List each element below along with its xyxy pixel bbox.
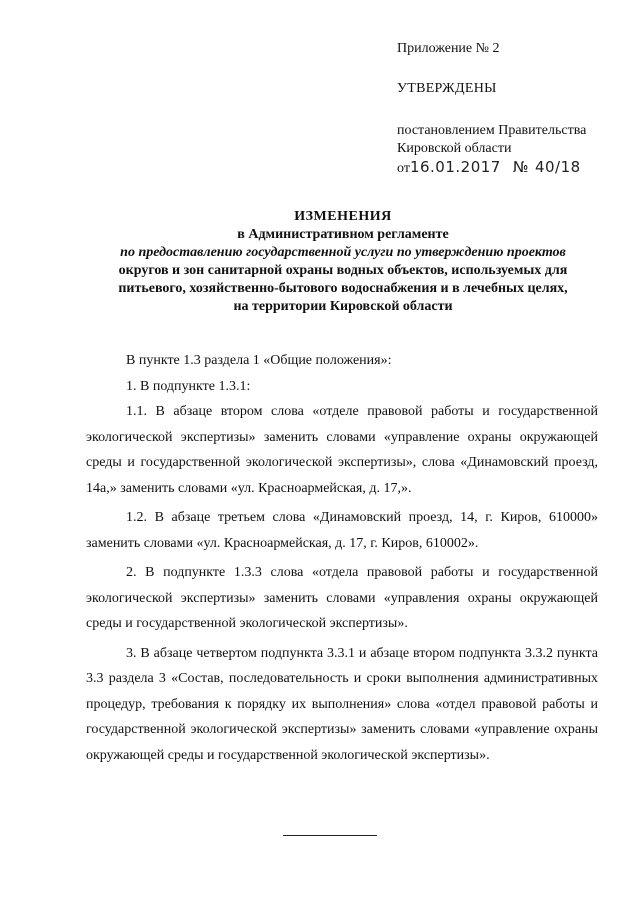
title-main: ИЗМЕНЕНИЯ: [294, 209, 392, 224]
document-title: [90, 208, 596, 316]
decree-date-line: [397, 158, 617, 178]
approved-by-line2: Кировской области: [397, 141, 512, 156]
closing-rule: [283, 835, 377, 836]
document-body: [86, 348, 598, 768]
paragraph-item-1: 1. В подпункте 1.3.1:: [126, 378, 251, 394]
decree-number: 40/18: [534, 158, 581, 176]
appendix-label: Приложение № 2: [397, 41, 500, 56]
paragraph-intro: В пункте 1.3 раздела 1 «Общие положения»:: [126, 353, 392, 368]
paragraph-item-1-2: 1.2. В абзаце третьем слова «Динамовский проезд, 14, г. Киров, 610000» заменить словами «ул. Красноармейская, д. 17, г. Киров, 610002».: [86, 510, 598, 551]
approved-by-line1: постановлением Правительства: [397, 123, 587, 138]
paragraph-item-1-1: 1.1. В абзаце втором слова «отделе правовой работы и государственной экологической экспертизы» заменить словами «управление охраны окружающей среды и государственной экологической экспертизы», слова «Динамовский проезд, 14а,» заменить словами «ул. Красноармейская, д. 17,».: [86, 404, 598, 496]
title-line4: питьевого, хозяйственно-бытового водоснабжения и в лечебных целях,: [118, 281, 568, 296]
paragraph-item-2: 2. В подпункте 1.3.3 слова «отдела правовой работы и государственной экологической экспертизы» заменить словами «управления охраны окружающей среды и государственной экологической экспертизы».: [86, 565, 598, 631]
title-line1: в Административном регламенте: [237, 227, 449, 242]
decree-date: 16.01.2017: [409, 158, 501, 176]
title-line2: по предоставлению государственной услуги по утверждению проектов: [120, 245, 566, 260]
title-line3: округов и зон санитарной охраны водных объектов, используемых для: [118, 263, 568, 278]
paragraph-item-3: 3. В абзаце четвертом подпункта 3.3.1 и абзаце втором подпункта 3.3.2 пункта 3.3 раздела 3 «Состав, последовательность и сроки выполнения административных процедур, требования к порядку их выполнения» слова «отдел правовой работы и государственной экологической экспертизы» заменить словами «управление охраны окружающей среды и государственной экологической экспертизы».: [86, 645, 598, 763]
approval-block: [397, 40, 617, 178]
date-prefix: от: [397, 161, 410, 176]
approved-label: УТВЕРЖДЕНЫ: [397, 81, 497, 96]
number-prefix: №: [512, 158, 529, 176]
title-line5: на территории Кировской области: [233, 299, 453, 314]
